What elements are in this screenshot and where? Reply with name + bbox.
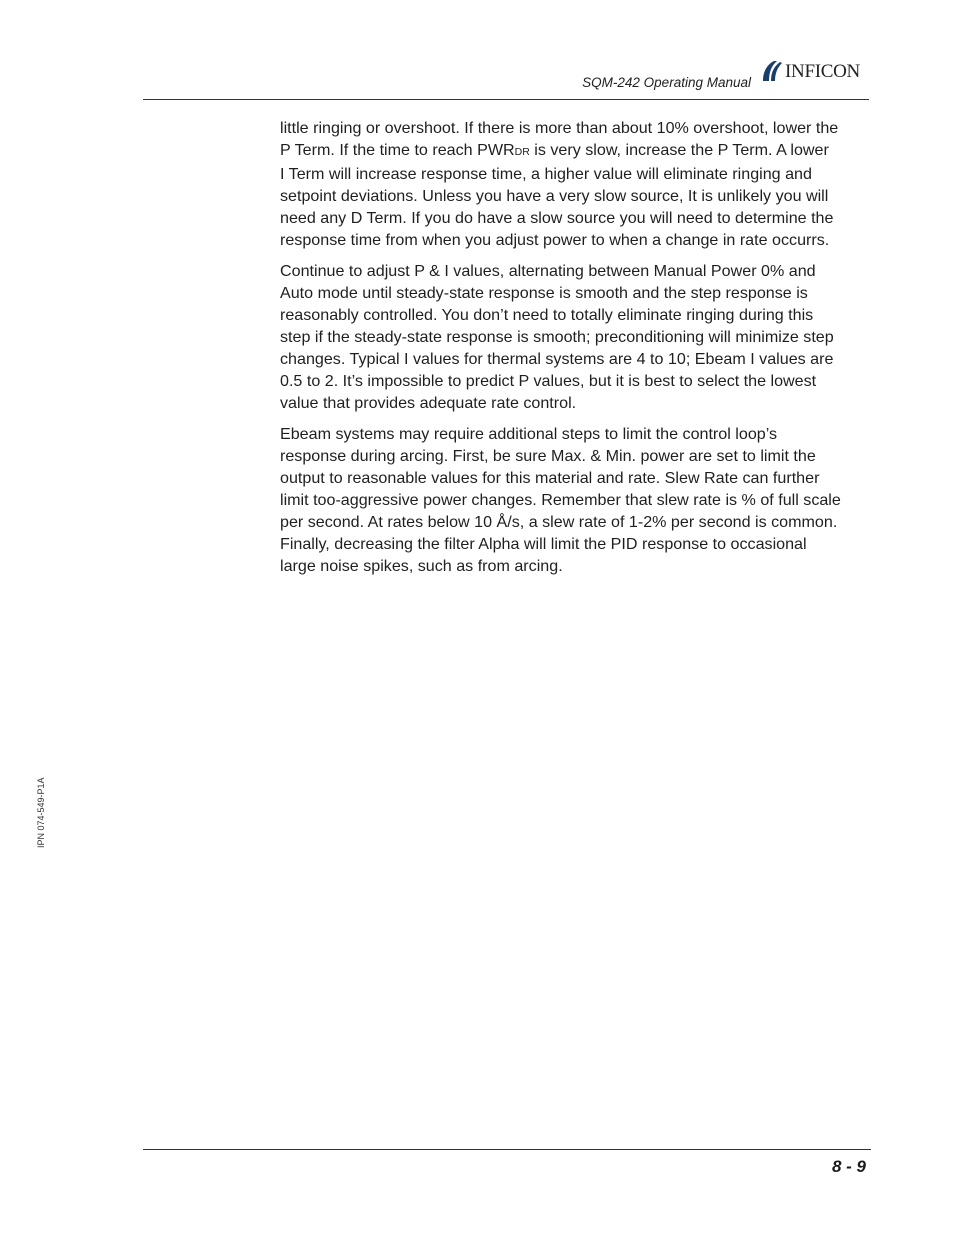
page-number: 8 - 9 [831, 1157, 866, 1176]
inficon-logo-icon [760, 59, 784, 83]
text-line: Finally, decreasing the filter Alpha will limit the PID response to occasional [280, 535, 807, 553]
pwr-subscript: DR [514, 146, 530, 158]
text-run: P Term. If the time to reach PWR [280, 141, 515, 159]
text-line: changes. Typical I values for thermal systems are 4 to 10; Ebeam I values are [280, 350, 834, 368]
paragraph-1 [280, 117, 870, 251]
paragraph-3 [280, 423, 870, 577]
text-line: 0.5 to 2. It’s impossible to predict P values, but it is best to select the lowest [280, 372, 817, 390]
text-line: step if the steady-state response is smooth; preconditioning will minimize step [280, 328, 834, 346]
text-line: limit too-aggressive power changes. Remember that slew rate is % of full scale [280, 491, 841, 509]
brand-name: INFICON [785, 61, 860, 82]
header-rule [143, 99, 869, 100]
brand-logo [760, 58, 872, 84]
text-line: response time from when you adjust power to when a change in rate occurrs. [280, 231, 830, 249]
paragraph-2 [280, 260, 870, 414]
text-line: response during arcing. First, be sure Max. & Min. power are set to limit the [280, 447, 816, 465]
text-line: value that provides adequate rate control. [280, 394, 577, 412]
text-line: reasonably controlled. You don’t need to totally eliminate ringing during this [280, 306, 814, 324]
manual-title: SQM-242 Operating Manual [582, 75, 751, 90]
text-line: setpoint deviations. Unless you have a very slow source, It is unlikely you will [280, 187, 829, 205]
ipn-number: IPN 074-549-P1A [36, 777, 46, 848]
text-line: I Term will increase response time, a higher value will eliminate ringing and [280, 165, 812, 183]
text-line: large noise spikes, such as from arcing. [280, 557, 563, 575]
text-line: Continue to adjust P & I values, alternating between Manual Power 0% and [280, 262, 816, 280]
text-line: need any D Term. If you do have a slow source you will need to determine the [280, 209, 834, 227]
text-line: little ringing or overshoot. If there is more than about 10% overshoot, lower the [280, 119, 839, 137]
text-line: output to reasonable values for this material and rate. Slew Rate can further [280, 469, 820, 487]
text-line [280, 139, 870, 163]
footer-rule [143, 1149, 871, 1150]
body-text [280, 117, 870, 586]
text-line: per second. At rates below 10 Å/s, a slew rate of 1-2% per second is common. [280, 513, 838, 531]
text-line: Ebeam systems may require additional steps to limit the control loop’s [280, 425, 778, 443]
text-line: Auto mode until steady-state response is smooth and the step response is [280, 284, 808, 302]
text-run: is very slow, increase the P Term. A lower [529, 141, 829, 159]
